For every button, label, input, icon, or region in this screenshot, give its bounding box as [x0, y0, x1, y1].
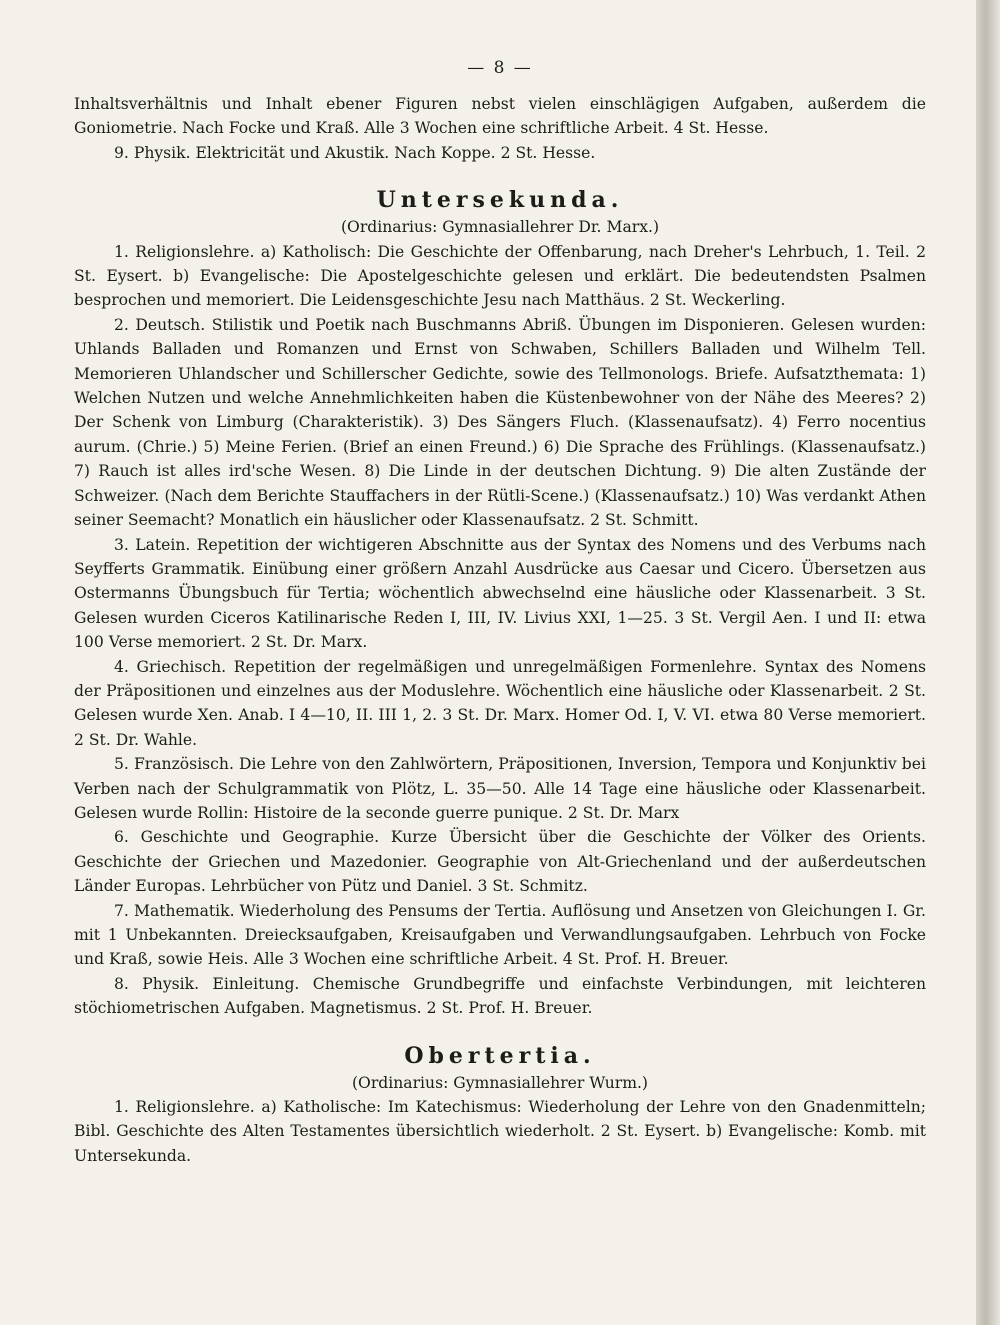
ordinarius-untersekunda: (Ordinarius: Gymnasiallehrer Dr. Marx.) — [340, 218, 660, 237]
paragraph-deutsch: 2. Deutsch. Stilistik und Poetik nach Buschmanns Abriß. Übungen im Disponieren. Gelesen wurden: Uhlands Balladen und Romanzen und Ernst von Schwaben, Schillers Balladen und Wilhelm Tell. Memorieren Uhlandscher und Schillerscher Gedichte, sowie des Tellmonologs. Briefe. Aufsatzthemata: 1) Welchen Nutzen und welche Annehmlichkeiten haben die Küstenbewohner von der Nähe des Meeres? 2) Der Schenk von Limburg (Charakteristik). 3) Des Sängers Fluch. (Klassenaufsatz). 4) Ferro nocentius aurum. (Chrie.) 5) Meine Ferien. (Brief an einen Freund.) 6) Die Sprache des Frühlings. (Klassenaufsatz.) 7) Rauch ist alles ird'sche Wesen. 8) Die Linde in der deutschen Dichtung. 9) Die alten Zustände der Schweizer. (Nach dem Berichte Stauffachers in der Rütli-Scene.) (Klassenaufsatz.) 10) Was verdankt Athen seiner Seemacht? Monatlich ein häuslicher oder Klassenaufsatz. 2 St. Schmitt. — [74, 315, 926, 530]
paragraph-religionslehre: 1. Religionslehre. a) Katholisch: Die Geschichte der Offenbarung, nach Dreher's Lehrbuch, 1. Teil. 2 St. Eysert. b) Evangelische: Die Apostelgeschichte gelesen und erklärt. Die bedeutendsten Psalmen besprochen und memoriert. Die Leidensgeschichte Jesu nach Matthäus. 2 St. Weckerling. — [74, 242, 926, 310]
paragraph-franzoesisch: 5. Französisch. Die Lehre von den Zahlwörtern, Präpositionen, Inversion, Tempora und Konjunktiv bei Verben nach der Schulgrammatik von Plötz, L. 35—50. Alle 14 Tage eine häusliche oder Klassenarbeit. Gelesen wurde Rollin: Histoire de la seconde guerre punique. 2 St. Dr. Marx — [74, 755, 926, 822]
paragraph-mathematik: 7. Mathematik. Wiederholung des Pensums der Tertia. Auflösung und Ansetzen von Gleichungen I. Gr. mit 1 Unbekannten. Dreiecksaufgaben, Kreisaufgaben und Verwandlungsaufgaben. Lehrbuch von Focke und Kraß, sowie Heis. Alle 3 Wochen eine schriftliche Arbeit. 4 St. Prof. H. Breuer. — [74, 901, 926, 969]
paragraph-religionslehre-obertertia: 1. Religionslehre. a) Katholische: Im Katechismus: Wiederholung der Lehre von den Gnadenmitteln; Bibl. Geschichte des Alten Testamentes übersichtlich wiederholt. 2 St. Eysert. b) Evangelische: Komb. mit Untersekunda. — [74, 1098, 926, 1165]
ordinarius-obertertia: (Ordinarius: Gymnasiallehrer Wurm.) — [351, 1073, 649, 1092]
document-page — [74, 58, 926, 1168]
paragraph-latein: 3. Latein. Repetition der wichtigeren Abschnitte aus der Syntax des Nomens und des Verbums nach Seyfferts Grammatik. Einübung einer größern Anzahl Ausdrücke aus Caesar und Cicero. Übersetzen aus Ostermanns Übungsbuch für Tertia; wöchentlich abwechselnd eine häusliche oder Klassenarbeit. 3 St. Gelesen wurden Ciceros Katilinarische Reden I, III, IV. Livius XXI, 1—25. 3 St. Vergil Aen. I und II: etwa 100 Verse memoriert. 2 St. Dr. Marx. — [74, 535, 926, 652]
paragraph-physik-obersekunda: 9. Physik. Elektricität und Akustik. Nach Koppe. 2 St. Hesse. — [114, 143, 596, 162]
paragraph-geometrie-continuation: Inhaltsverhältnis und Inhalt ebener Figuren nebst vielen einschlägigen Aufgaben, außerdem die Goniometrie. Nach Focke und Kraß. Alle 3 Wochen eine schriftliche Arbeit. 4 St. Hesse. — [74, 95, 926, 138]
page-gutter — [976, 0, 1000, 1325]
section-heading-untersekunda: Untersekunda. — [376, 187, 624, 214]
section-heading-obertertia: Obertertia. — [404, 1042, 596, 1069]
paragraph-griechisch: 4. Griechisch. Repetition der regelmäßigen und unregelmäßigen Formenlehre. Syntax des Nomens der Präpositionen und einzelnes aus der Moduslehre. Wöchentlich eine häusliche oder Klassenarbeit. 2 St. Gelesen wurde Xen. Anab. I 4—10, II. III 1, 2. 3 St. Dr. Marx. Homer Od. I, V. VI. etwa 80 Verse memoriert. 2 St. Dr. Wahle. — [74, 657, 926, 749]
paragraph-geschichte-geographie: 6. Geschichte und Geographie. Kurze Übersicht über die Geschichte der Völker des Orients. Geschichte der Griechen und Mazedonier. Geographie von Alt-Griechenland und der außerdeutschen Länder Europas. Lehrbücher von Pütz und Daniel. 3 St. Schmitz. — [74, 828, 926, 896]
paragraph-physik: 8. Physik. Einleitung. Chemische Grundbegriffe und einfachste Verbindungen, mit leichteren stöchiometrischen Aufgaben. Magnetismus. 2 St. Prof. H. Breuer. — [74, 974, 926, 1018]
page-number: — 8 — — [467, 58, 533, 78]
